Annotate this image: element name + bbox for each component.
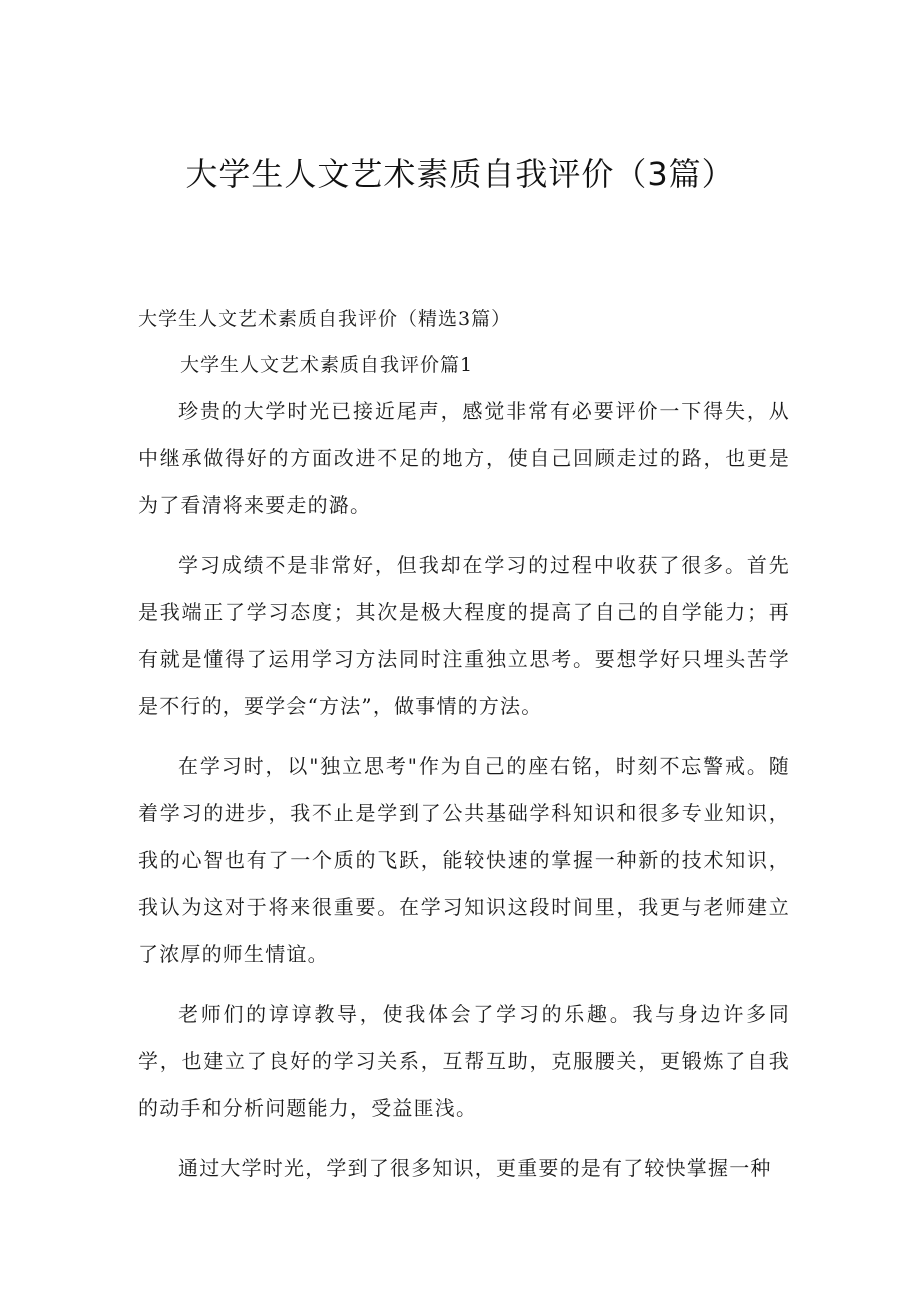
paragraph-3: 在学习时，以"独立思考"作为自己的座右铭，时刻不忘警戒。随着学习的进步，我不止是学到了公共基础学科知识和很多专业知识，我的心智也有了一个质的飞跃，能较快速的掌握一种新的技术知识，我认为这对于将来很重要。在学习知识这段时间里，我更与老师建立了浓厚的师生情谊。	[138, 754, 790, 966]
paragraph-2: 学习成绩不是非常好，但我却在学习的过程中收获了很多。首先是我端正了学习态度；其次是极大程度的提高了自己的自学能力；再有就是懂得了运用学习方法同时注重独立思考。要想学好只埋头苦学是不行的，要学会“方法”，做事情的方法。	[138, 553, 790, 718]
paragraph-4: 老师们的谆谆教导，使我体会了学习的乐趣。我与身边许多同学，也建立了良好的学习关系，互帮互助，克服腰关，更锻炼了自我的动手和分析问题能力，受益匪浅。	[138, 1002, 790, 1120]
section-heading: 大学生人文艺术素质自我评价篇1	[180, 354, 474, 376]
document-subtitle: 大学生人文艺术素质自我评价（精选3篇）	[138, 308, 512, 330]
document-title: 大学生人文艺术素质自我评价（3篇）	[185, 155, 735, 193]
paragraph-5: 通过大学时光，学到了很多知识，更重要的是有了较快掌握一种	[178, 1156, 772, 1180]
document-body	[138, 296, 790, 1205]
paragraph-1: 珍贵的大学时光已接近尾声，感觉非常有必要评价一下得失，从中继承做得好的方面改进不足的地方，使自己回顾走过的路，也更是为了看清将来要走的潞。	[138, 399, 790, 517]
